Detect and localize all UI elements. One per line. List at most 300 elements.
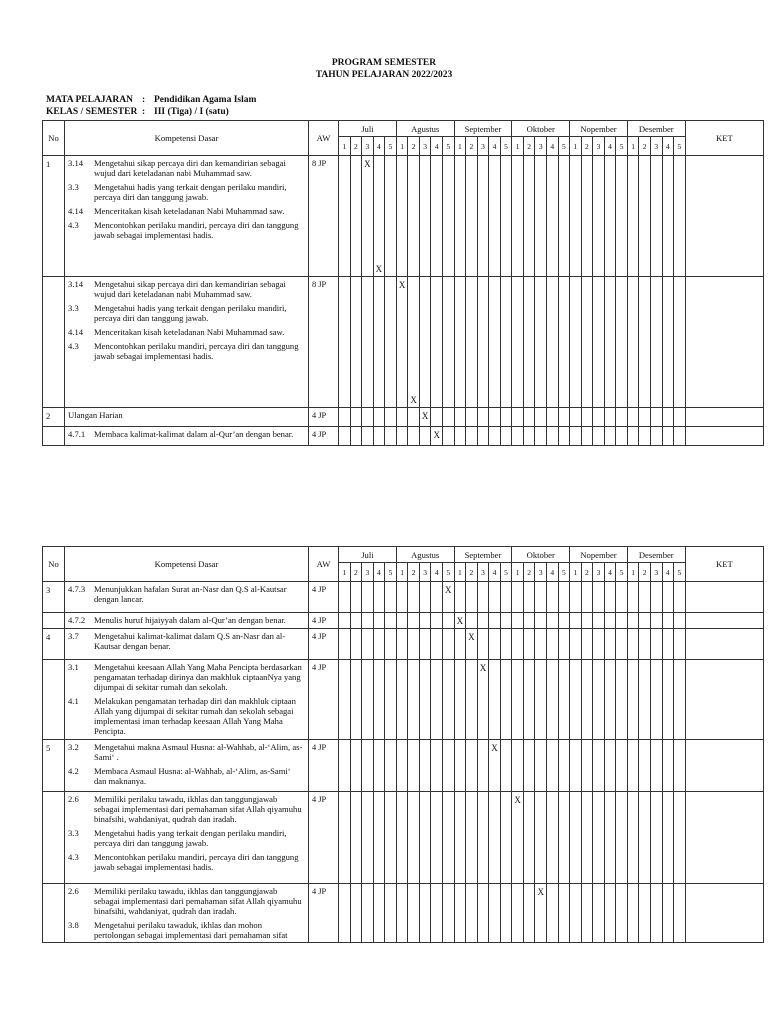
week-cell (466, 156, 478, 277)
week-cell (442, 613, 454, 629)
week-cell (396, 740, 408, 792)
week-cell (385, 582, 397, 613)
week-number: 1 (454, 563, 466, 582)
week-cell (570, 629, 582, 660)
row-number: 4 (43, 629, 65, 660)
week-cell (442, 408, 454, 427)
week-cell (523, 427, 535, 446)
week-cell (593, 660, 605, 740)
month-header: Nopember (570, 547, 628, 563)
ket-cell (685, 740, 764, 792)
competency-item (68, 182, 305, 202)
schedule-mark: X (398, 280, 406, 290)
week-cell (454, 660, 466, 740)
competency-item (68, 410, 305, 420)
month-header: September (454, 547, 512, 563)
week-cell (570, 740, 582, 792)
week-cell (650, 629, 662, 660)
week-cell (546, 884, 558, 943)
week-cell (570, 884, 582, 943)
aw-header: AW (309, 121, 339, 156)
competency-item (68, 662, 305, 692)
month-header: Juli (339, 121, 397, 137)
week-cell (385, 740, 397, 792)
week-cell (442, 582, 454, 613)
competency-code: 2.6 (68, 886, 79, 896)
week-cell (419, 582, 431, 613)
week-cell (558, 582, 570, 613)
week-number: 2 (466, 563, 478, 582)
week-cell (408, 427, 420, 446)
week-cell (477, 660, 489, 740)
competency-item (68, 327, 305, 337)
week-cell (339, 740, 351, 792)
week-number: 2 (466, 137, 478, 156)
competency-item (68, 615, 305, 625)
week-number: 5 (442, 563, 454, 582)
week-cell (535, 277, 547, 408)
week-cell (604, 740, 616, 792)
subject-line (46, 95, 256, 105)
week-cell (627, 740, 639, 792)
week-cell (350, 582, 362, 613)
competency-text: Memiliki perilaku tawadu, ikhlas dan tanggungjawab sebagai implementasi dari pemahaman sifat Allah qiyamuhu binafsihi, wahdaniyat, qudrah dan iradah. (94, 886, 302, 916)
week-cell (512, 884, 524, 943)
week-cell (512, 740, 524, 792)
week-cell (581, 792, 593, 884)
week-cell (408, 613, 420, 629)
week-cell (639, 613, 651, 629)
competency-text: Mencontohkan perilaku mandiri, percaya diri dan tanggung jawab sebagai implementasi hadis. (94, 852, 299, 872)
week-number: 5 (558, 137, 570, 156)
week-number: 5 (385, 137, 397, 156)
week-number: 5 (558, 563, 570, 582)
week-cell (442, 156, 454, 277)
class-label: KELAS / SEMESTER (46, 107, 138, 117)
week-cell (339, 613, 351, 629)
week-cell (604, 408, 616, 427)
week-cell (627, 884, 639, 943)
week-cell (535, 582, 547, 613)
week-cell (523, 740, 535, 792)
row-number (43, 277, 65, 408)
week-cell (431, 277, 443, 408)
week-cell (419, 408, 431, 427)
week-cell (616, 277, 628, 408)
week-cell (546, 427, 558, 446)
week-cell (650, 408, 662, 427)
week-cell (454, 884, 466, 943)
table-row (43, 427, 764, 446)
table-row (43, 277, 764, 408)
week-cell (523, 582, 535, 613)
week-cell (535, 629, 547, 660)
week-cell (408, 408, 420, 427)
schedule-mark: X (410, 395, 417, 405)
week-cell (581, 740, 593, 792)
week-cell (558, 427, 570, 446)
week-cell (339, 660, 351, 740)
week-cell (419, 884, 431, 943)
week-cell (442, 792, 454, 884)
allocation-cell: 8 JP (309, 277, 339, 408)
week-cell (350, 884, 362, 943)
schedule-mark: X (375, 264, 383, 274)
competency-text: Mengetahui makna Asmaul Husna: al-Wahhab, al-‘Alim, as-Sami‘ . (94, 742, 303, 762)
week-cell (385, 277, 397, 408)
competency-code: 3.8 (68, 920, 79, 930)
week-cell (419, 740, 431, 792)
competency-text: Mencontohkan perilaku mandiri, percaya diri dan tanggung jawab sebagai implementasi hadis. (94, 341, 299, 361)
week-cell (604, 582, 616, 613)
ket-cell (685, 792, 764, 884)
week-cell (650, 156, 662, 277)
competency-code: 3.3 (68, 828, 79, 838)
week-cell (616, 792, 628, 884)
allocation-cell: 4 JP (309, 629, 339, 660)
week-cell (339, 884, 351, 943)
week-cell (362, 660, 374, 740)
week-cell (408, 277, 420, 408)
competency-code: 4.7.3 (68, 584, 86, 594)
week-cell (431, 740, 443, 792)
week-number: 2 (639, 137, 651, 156)
week-cell (339, 427, 351, 446)
week-cell (627, 408, 639, 427)
week-cell (558, 156, 570, 277)
week-cell (477, 427, 489, 446)
week-cell (523, 660, 535, 740)
week-cell (466, 277, 478, 408)
allocation-cell: 4 JP (309, 660, 339, 740)
week-cell (593, 427, 605, 446)
ket-cell (685, 582, 764, 613)
week-cell (662, 740, 674, 792)
week-cell (581, 408, 593, 427)
week-cell (350, 408, 362, 427)
competency-item (68, 886, 305, 916)
week-number: 2 (350, 137, 362, 156)
week-cell (466, 613, 478, 629)
week-cell (373, 740, 385, 792)
week-cell (535, 660, 547, 740)
ket-cell (685, 156, 764, 277)
month-header: Desember (627, 121, 685, 137)
week-cell (454, 613, 466, 629)
week-cell (662, 792, 674, 884)
week-cell (674, 427, 686, 446)
month-header: Oktober (512, 547, 570, 563)
week-cell (373, 156, 385, 277)
week-cell (489, 427, 501, 446)
week-number: 5 (616, 563, 628, 582)
competency-item (68, 631, 305, 651)
week-cell (604, 660, 616, 740)
row-number: 1 (43, 156, 65, 277)
week-cell (362, 408, 374, 427)
week-cell (627, 613, 639, 629)
week-number: 3 (419, 137, 431, 156)
week-cell (581, 582, 593, 613)
schedule-mark: X (433, 430, 440, 440)
schedule-mark: X (364, 159, 371, 169)
competency-cell (65, 792, 309, 884)
competency-cell (65, 408, 309, 427)
week-cell (674, 156, 686, 277)
week-cell (454, 740, 466, 792)
week-cell (431, 582, 443, 613)
week-number: 1 (512, 137, 524, 156)
competency-code: 3.14 (68, 279, 84, 289)
week-cell (639, 582, 651, 613)
competency-item (68, 429, 305, 439)
competency-code: 4.3 (68, 220, 79, 230)
no-header: No (43, 547, 65, 582)
week-cell (523, 277, 535, 408)
competency-code: 4.7.1 (68, 429, 86, 439)
week-cell (489, 613, 501, 629)
month-header: Oktober (512, 121, 570, 137)
table-row (43, 792, 764, 884)
week-cell (442, 884, 454, 943)
week-cell (431, 792, 443, 884)
week-cell (385, 660, 397, 740)
week-cell (419, 277, 431, 408)
week-cell (593, 740, 605, 792)
week-cell (350, 156, 362, 277)
week-cell (570, 427, 582, 446)
schedule-mark: X (514, 795, 521, 805)
week-cell (674, 277, 686, 408)
competency-cell (65, 884, 309, 943)
week-cell (350, 427, 362, 446)
week-cell (604, 792, 616, 884)
subject-value: Pendidikan Agama Islam (154, 95, 257, 105)
week-cell (477, 629, 489, 660)
competency-text: Mengetahui keesaan Allah Yang Maha Pencipta berdasarkan pengamatan terhadap dirinya dan makhluk ciptaanNya yang dijumpai di sekitar rumah dan sekolah. (94, 662, 302, 692)
kd-header: Kompetensi Dasar (65, 547, 309, 582)
competency-text: Mengetahui sikap percaya diri dan kemandirian sebagai wujud dari keteladanan nabi Muhammad saw. (94, 158, 286, 178)
week-cell (431, 408, 443, 427)
week-cell (512, 277, 524, 408)
table-row (43, 740, 764, 792)
competency-item (68, 158, 305, 178)
week-number: 5 (616, 137, 628, 156)
week-number: 5 (674, 563, 686, 582)
week-cell (350, 613, 362, 629)
week-cell (373, 884, 385, 943)
week-number: 2 (639, 563, 651, 582)
week-number: 2 (523, 137, 535, 156)
week-cell (500, 582, 512, 613)
schedule-mark: X (456, 616, 464, 626)
class-line (46, 107, 229, 117)
header-row (43, 121, 764, 137)
week-cell (362, 427, 374, 446)
week-cell (616, 660, 628, 740)
week-cell (500, 156, 512, 277)
week-cell (500, 660, 512, 740)
week-cell (593, 156, 605, 277)
week-cell (650, 740, 662, 792)
competency-cell (65, 660, 309, 740)
week-number: 3 (362, 563, 374, 582)
week-cell (627, 792, 639, 884)
week-cell (466, 660, 478, 740)
week-number: 1 (339, 137, 351, 156)
ket-cell (685, 427, 764, 446)
competency-code: 4.14 (68, 206, 84, 216)
competency-item (68, 742, 305, 762)
week-cell (489, 156, 501, 277)
week-cell (546, 156, 558, 277)
allocation-cell: 4 JP (309, 408, 339, 427)
week-number: 4 (604, 137, 616, 156)
week-cell (419, 660, 431, 740)
week-cell (454, 408, 466, 427)
week-cell (500, 740, 512, 792)
week-cell (489, 660, 501, 740)
week-cell (489, 884, 501, 943)
week-cell (662, 156, 674, 277)
week-cell (373, 582, 385, 613)
week-number: 5 (500, 563, 512, 582)
row-number: 2 (43, 408, 65, 427)
week-cell (558, 408, 570, 427)
aw-header: AW (309, 547, 339, 582)
week-cell (500, 427, 512, 446)
week-cell (627, 660, 639, 740)
week-cell (385, 156, 397, 277)
week-number: 3 (477, 137, 489, 156)
week-cell (362, 277, 374, 408)
month-header: Nopember (570, 121, 628, 137)
week-cell (500, 884, 512, 943)
week-cell (442, 277, 454, 408)
week-cell (558, 660, 570, 740)
week-cell (339, 277, 351, 408)
week-cell (339, 629, 351, 660)
week-cell (454, 582, 466, 613)
week-cell (535, 156, 547, 277)
week-cell (373, 660, 385, 740)
document-title: PROGRAM SEMESTER (331, 58, 437, 68)
week-cell (512, 427, 524, 446)
week-cell (396, 629, 408, 660)
week-number: 5 (500, 137, 512, 156)
competency-cell (65, 629, 309, 660)
month-header: Agustus (396, 121, 454, 137)
week-cell (546, 660, 558, 740)
week-cell (396, 884, 408, 943)
week-number: 3 (593, 563, 605, 582)
week-number: 3 (535, 563, 547, 582)
week-cell (466, 582, 478, 613)
week-cell (396, 277, 408, 408)
competency-item (68, 828, 305, 848)
week-number: 3 (362, 137, 374, 156)
week-cell (558, 792, 570, 884)
week-cell (477, 408, 489, 427)
competency-text: Mengetahui hadis yang terkait dengan perilaku mandiri, percaya diri dan tanggung jawab. (94, 828, 287, 848)
week-cell (408, 740, 420, 792)
week-number: 4 (489, 563, 501, 582)
week-cell (362, 613, 374, 629)
table-row (43, 629, 764, 660)
week-cell (627, 629, 639, 660)
competency-item (68, 920, 305, 940)
week-number: 3 (650, 137, 662, 156)
week-cell (489, 582, 501, 613)
week-cell (454, 792, 466, 884)
competency-code: 4.1 (68, 696, 79, 706)
week-cell (593, 792, 605, 884)
week-cell (546, 582, 558, 613)
competency-item (68, 220, 305, 240)
competency-item (68, 279, 305, 299)
week-cell (431, 660, 443, 740)
week-cell (674, 884, 686, 943)
table-row (43, 582, 764, 613)
week-cell (604, 629, 616, 660)
week-cell (466, 427, 478, 446)
competency-text: Mengetahui kalimat-kalimat dalam Q.S an-Nasr dan al-Kautsar dengan benar. (94, 631, 286, 651)
week-cell (431, 156, 443, 277)
week-cell (373, 613, 385, 629)
competency-code: 3.7 (68, 631, 79, 641)
week-cell (442, 629, 454, 660)
week-number: 4 (373, 563, 385, 582)
week-number: 2 (350, 563, 362, 582)
row-number (43, 427, 65, 446)
week-cell (662, 408, 674, 427)
week-cell (627, 156, 639, 277)
week-cell (581, 629, 593, 660)
week-number: 3 (535, 137, 547, 156)
week-cell (616, 427, 628, 446)
week-cell (558, 629, 570, 660)
week-cell (535, 613, 547, 629)
week-cell (662, 629, 674, 660)
week-number: 4 (662, 137, 674, 156)
row-number (43, 884, 65, 943)
week-cell (489, 629, 501, 660)
week-number: 4 (431, 137, 443, 156)
week-number: 4 (546, 563, 558, 582)
schedule-mark: X (421, 411, 429, 421)
competency-text: Mengetahui hadis yang terkait dengan perilaku mandiri, percaya diri dan tanggung jawab. (94, 182, 287, 202)
week-cell (396, 582, 408, 613)
week-number: 5 (674, 137, 686, 156)
week-cell (385, 408, 397, 427)
competency-text: Mengetahui sikap percaya diri dan kemandirian sebagai wujud dari keteladanan nabi Muhammad saw. (94, 279, 286, 299)
ket-cell (685, 277, 764, 408)
competency-text: Ulangan Harian (68, 410, 123, 420)
week-number: 4 (373, 137, 385, 156)
week-cell (616, 582, 628, 613)
week-cell (339, 582, 351, 613)
competency-item (68, 852, 305, 872)
week-number: 3 (650, 563, 662, 582)
week-cell (616, 884, 628, 943)
month-header: Agustus (396, 547, 454, 563)
competency-item (68, 341, 305, 361)
week-cell (431, 884, 443, 943)
week-cell (650, 582, 662, 613)
week-cell (396, 660, 408, 740)
competency-cell (65, 156, 309, 277)
week-cell (362, 740, 374, 792)
